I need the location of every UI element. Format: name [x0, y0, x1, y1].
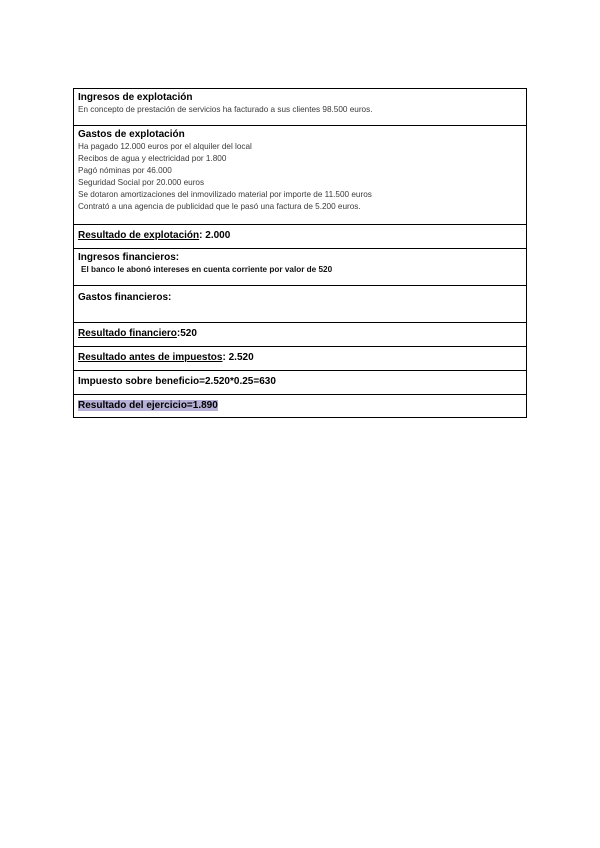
pretax-result-label: Resultado antes de impuestos: [78, 352, 223, 364]
expense-line: Pagó nóminas por 46.000: [78, 166, 172, 176]
pretax-result-cell: [74, 347, 527, 371]
tax-text: Impuesto sobre beneficio=2.520*0.25=630: [78, 376, 276, 388]
expense-line: Recibos de agua y electricidad por 1.800: [78, 154, 227, 164]
expense-line: Contrató a una agencia de publicidad que le pasó una factura de 5.200 euros.: [78, 202, 361, 212]
year-result-cell: [74, 395, 527, 418]
financial-result-label: Resultado financiero: [78, 328, 177, 340]
pretax-result-sep: :: [222, 352, 226, 364]
tax-cell: [74, 371, 527, 395]
operating-expenses-title: Gastos de explotación: [78, 129, 185, 140]
financial-expenses-row: [74, 286, 527, 323]
operating-income-cell: [74, 89, 527, 126]
year-result-text: Resultado del ejercicio=1.890: [78, 399, 218, 411]
operating-income-row: [74, 89, 527, 126]
pretax-result-value: 2.520: [225, 352, 254, 364]
tax-row: [74, 371, 527, 395]
operating-expenses-cell: [74, 126, 527, 225]
financial-income-title: Ingresos financieros:: [78, 252, 180, 263]
financial-result-value: 520: [180, 328, 197, 340]
operating-result-row: [74, 225, 527, 249]
financial-expenses-cell: [74, 286, 527, 323]
financial-income-row: [74, 249, 527, 286]
financial-result-sep: :: [176, 328, 181, 340]
year-result-row: [74, 395, 527, 418]
operating-expenses-row: [74, 126, 527, 225]
operating-income-line: En concepto de prestación de servicios ha facturado a sus clientes 98.500 euros.: [78, 105, 373, 114]
operating-result-value: 2.000: [202, 230, 231, 242]
operating-result-cell: [74, 225, 527, 249]
financial-income-line: El banco le abonó intereses en cuenta corriente por valor de 520: [81, 265, 333, 274]
financial-result-row: [74, 323, 527, 347]
expense-line: Seguridad Social por 20.000 euros: [78, 178, 205, 188]
operating-result-label: Resultado de explotación: [78, 230, 200, 242]
pretax-result-row: [74, 347, 527, 371]
expense-line: Se dotaron amortizaciones del inmovilizado material por importe de 11.500 euros: [78, 190, 372, 200]
operating-income-title: Ingresos de explotación: [78, 92, 193, 103]
financial-expenses-title: Gastos financieros:: [78, 292, 172, 303]
income-statement-table: [73, 88, 527, 418]
operating-result-sep: :: [199, 230, 203, 242]
financial-income-cell: [74, 249, 527, 286]
expense-line: Ha pagado 12.000 euros por el alquiler del local: [78, 142, 252, 151]
financial-result-cell: [74, 323, 527, 347]
